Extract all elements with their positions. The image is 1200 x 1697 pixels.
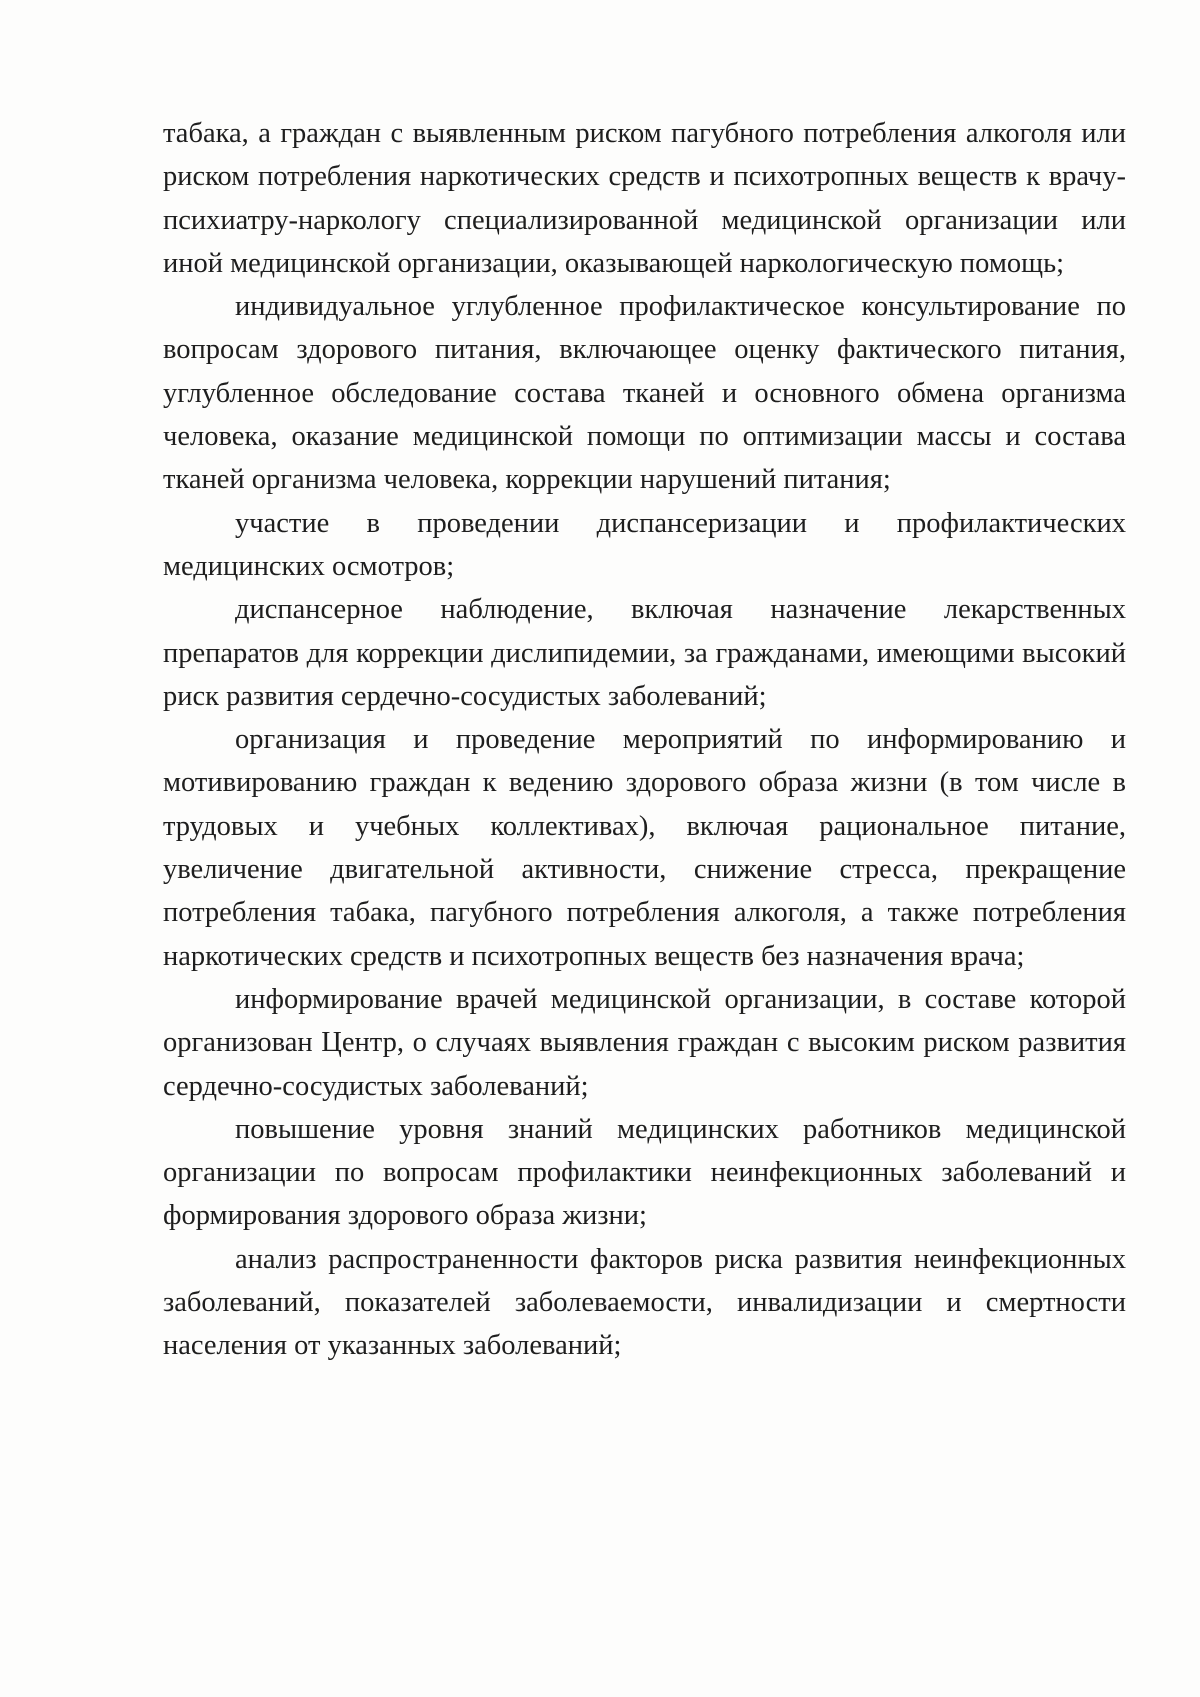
paragraph-continued: табака, а граждан с выявленным риском пагубного потребления алкоголя или риском потребления наркотических средств и психотропных веществ к врачу-психиатру-наркологу специализированной медицинской организации или иной медицинской организации, оказывающей наркологическую помощь;: [163, 118, 1126, 279]
document-body: [163, 112, 1126, 1368]
paragraph-informing-doctors: информирование врачей медицинской организации, в составе которой организован Центр, о случаях выявления граждан с высоким риском развития сердечно-сосудистых заболеваний;: [163, 983, 1126, 1102]
paragraph-healthy-lifestyle-events: организация и проведение мероприятий по информированию и мотивированию граждан к ведению здорового образа жизни (в том числе в трудовых и учебных коллективах), включая рациональное питание, увеличение двигательной активности, снижение стресса, прекращение потребления табака, пагубного потребления алкоголя, а также потребления наркотических средств и психотропных веществ без назначения врача;: [163, 724, 1126, 972]
paragraph-dispensary-observation: диспансерное наблюдение, включая назначение лекарственных препаратов для коррекции дислипидемии, за гражданами, имеющими высокий риск развития сердечно-сосудистых заболеваний;: [163, 594, 1126, 712]
paragraph-staff-knowledge: повышение уровня знаний медицинских работников медицинской организации по вопросам профилактики неинфекционных заболеваний и формирования здорового образа жизни;: [163, 1113, 1126, 1232]
paragraph-risk-analysis: анализ распространенности факторов риска развития неинфекционных заболеваний, показателей заболеваемости, инвалидизации и смертности населения от указанных заболеваний;: [163, 1243, 1126, 1362]
paragraph-nutrition-counseling: индивидуальное углубленное профилактическое консультирование по вопросам здорового питания, включающее оценку фактического питания, углубленное обследование состава тканей и основного обмена организма человека, оказание медицинской помощи по оптимизации массы и состава тканей организма человека, коррекции нарушений питания;: [163, 291, 1126, 496]
paragraph-dispensarization: участие в проведении диспансеризации и профилактических медицинских осмотров;: [163, 507, 1126, 582]
